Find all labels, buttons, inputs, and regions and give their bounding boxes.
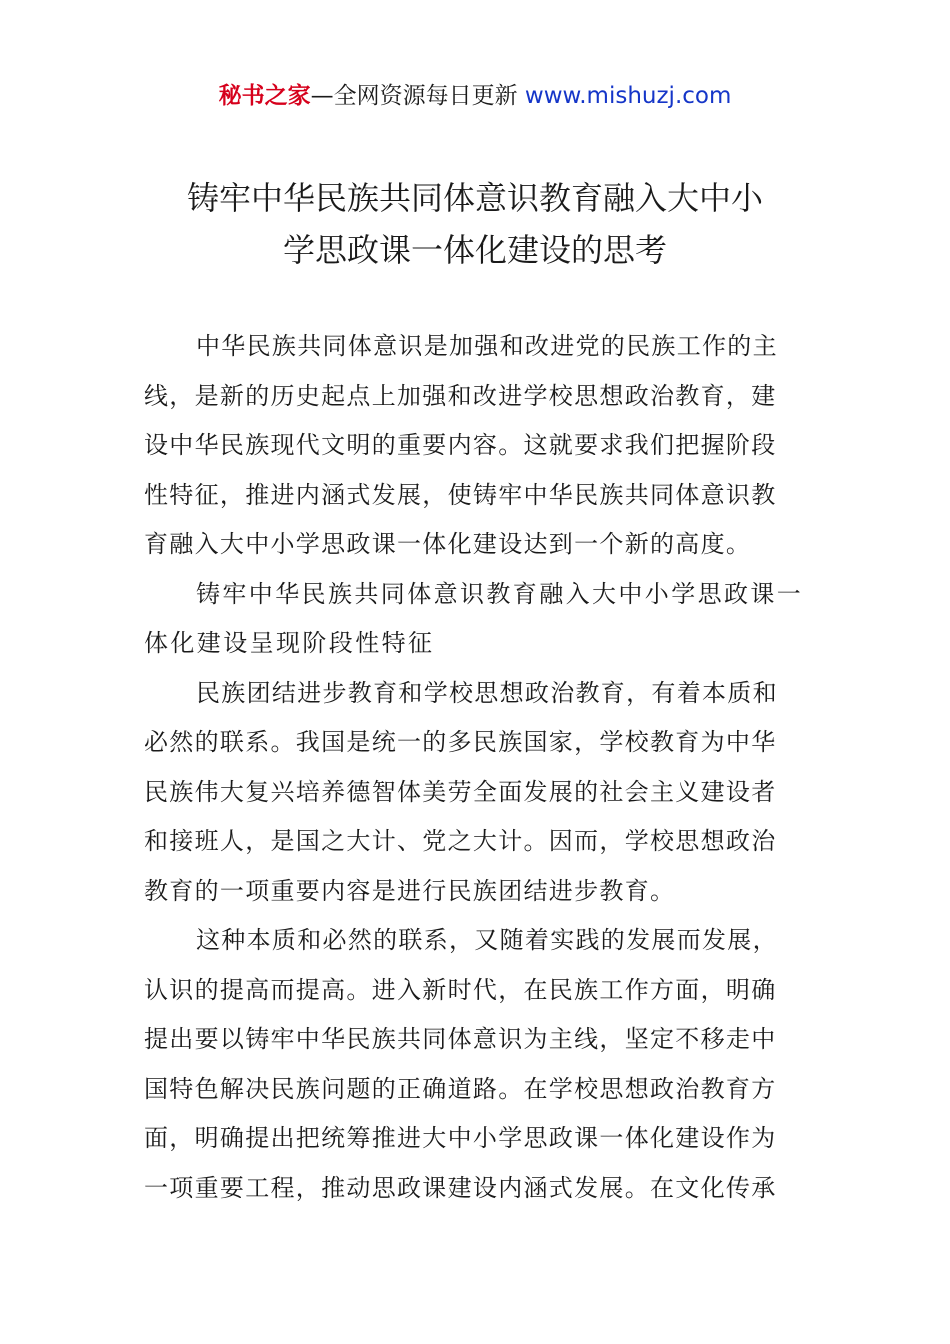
body-paragraph [144,916,809,1213]
paragraph-line: 这种本质和必然的联系，又随着实践的发展而发展， [196,926,778,954]
paragraph-line: 提出要以铸牢中华民族共同体意识为主线，坚定不移走中 [144,1025,777,1053]
paragraph-line: 认识的提高而提高。进入新时代，在民族工作方面，明确 [144,975,777,1004]
paragraph-line: 必然的联系。我国是统一的多民族国家，学校教育为中华 [144,728,777,756]
paragraph-line: 线，是新的历史起点上加强和改进学校思想政治教育，建 [144,381,777,410]
paragraph-line: 设中华民族现代文明的重要内容。这就要求我们把握阶段 [144,431,777,459]
paragraph-line: 和接班人，是国之大计、党之大计。因而，学校思想政治 [144,827,777,855]
paragraph-line: 一项重要工程，推动思政课建设内涵式发展。在文化传承 [144,1173,777,1202]
section-heading-paragraph [144,570,809,669]
header-slogan: —全网资源每日更新 [310,83,525,109]
paragraph-line: 中华民族共同体意识是加强和改进党的民族工作的主 [196,332,778,360]
body-paragraph [144,669,809,917]
document-body [144,322,809,1213]
paragraph-line: 民族团结进步教育和学校思想政治教育，有着本质和 [196,678,778,707]
paragraph-line: 育融入大中小学思政课一体化建设达到一个新的高度。 [144,530,752,558]
paragraph-line: 国特色解决民族问题的正确道路。在学校思想政治教育方 [144,1074,777,1103]
site-header [0,80,950,112]
paragraph-line: 体化建设呈现阶段性特征 [144,629,435,657]
title-line: 铸牢中华民族共同体意识教育融入大中小 [186,179,763,217]
brand-name: 秘书之家 [218,83,311,109]
title-line: 学思政课一体化建设的思考 [282,231,667,269]
paragraph-line: 面，明确提出把统筹推进大中小学思政课一体化建设作为 [144,1124,777,1152]
paragraph-line: 民族伟大复兴培养德智体美劳全面发展的社会主义建设者 [144,777,777,806]
paragraph-line: 性特征，推进内涵式发展，使铸牢中华民族共同体意识教 [144,480,777,509]
paragraph-line: 铸牢中华民族共同体意识教育融入大中小学思政课一 [196,579,804,608]
paragraph-line: 教育的一项重要内容是进行民族团结进步教育。 [144,876,676,905]
body-paragraph [144,322,809,570]
site-url-link[interactable]: www.mishuzj.com [524,83,732,109]
document-title [100,172,850,276]
